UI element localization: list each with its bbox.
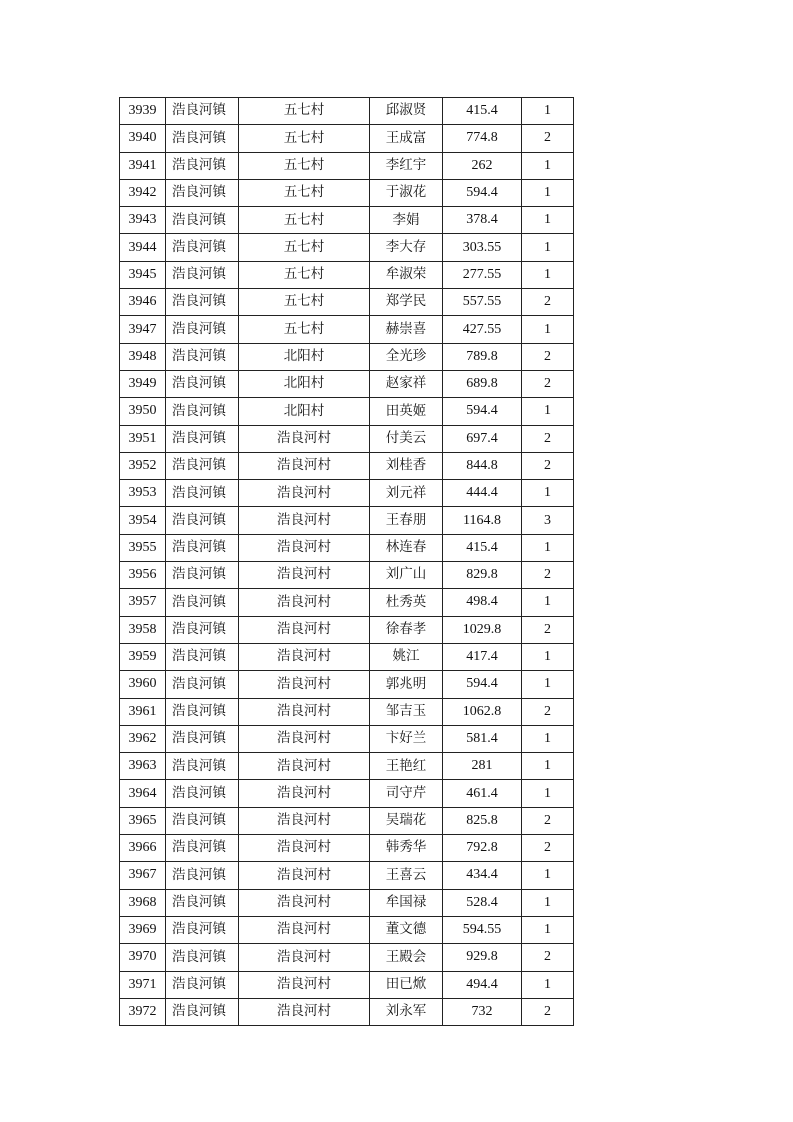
- amount-cell: 444.4: [443, 480, 522, 507]
- town-cell: 浩良河镇: [166, 507, 239, 534]
- amount-cell: 415.4: [443, 534, 522, 561]
- row-number-cell: 3945: [120, 261, 166, 288]
- count-cell: 1: [522, 480, 574, 507]
- town-cell: 浩良河镇: [166, 125, 239, 152]
- person-name-cell: 徐春孝: [370, 616, 443, 643]
- row-number-cell: 3954: [120, 507, 166, 534]
- row-number-cell: 3943: [120, 207, 166, 234]
- count-cell: 1: [522, 971, 574, 998]
- table-row: [120, 125, 574, 152]
- roster-table: [119, 97, 574, 1026]
- village-cell: 浩良河村: [239, 616, 370, 643]
- table-row: [120, 916, 574, 943]
- person-name-cell: 刘永军: [370, 998, 443, 1025]
- table-row: [120, 343, 574, 370]
- table-row: [120, 807, 574, 834]
- amount-cell: 732: [443, 998, 522, 1025]
- count-cell: 1: [522, 316, 574, 343]
- table-row: [120, 98, 574, 125]
- table-row: [120, 207, 574, 234]
- table-row: [120, 234, 574, 261]
- person-name-cell: 林连春: [370, 534, 443, 561]
- person-name-cell: 王殿会: [370, 944, 443, 971]
- town-cell: 浩良河镇: [166, 261, 239, 288]
- count-cell: 1: [522, 534, 574, 561]
- table-row: [120, 179, 574, 206]
- village-cell: 五七村: [239, 179, 370, 206]
- count-cell: 2: [522, 343, 574, 370]
- count-cell: 1: [522, 234, 574, 261]
- person-name-cell: 司守芹: [370, 780, 443, 807]
- amount-cell: 789.8: [443, 343, 522, 370]
- town-cell: 浩良河镇: [166, 643, 239, 670]
- village-cell: 北阳村: [239, 398, 370, 425]
- table-row: [120, 753, 574, 780]
- person-name-cell: 王成富: [370, 125, 443, 152]
- count-cell: 1: [522, 916, 574, 943]
- town-cell: 浩良河镇: [166, 862, 239, 889]
- village-cell: 五七村: [239, 125, 370, 152]
- town-cell: 浩良河镇: [166, 343, 239, 370]
- village-cell: 浩良河村: [239, 862, 370, 889]
- row-number-cell: 3957: [120, 589, 166, 616]
- amount-cell: 494.4: [443, 971, 522, 998]
- table-row: [120, 507, 574, 534]
- village-cell: 浩良河村: [239, 780, 370, 807]
- count-cell: 1: [522, 753, 574, 780]
- town-cell: 浩良河镇: [166, 780, 239, 807]
- amount-cell: 697.4: [443, 425, 522, 452]
- row-number-cell: 3964: [120, 780, 166, 807]
- amount-cell: 594.4: [443, 671, 522, 698]
- person-name-cell: 李娟: [370, 207, 443, 234]
- table-row: [120, 944, 574, 971]
- village-cell: 五七村: [239, 261, 370, 288]
- table-row: [120, 425, 574, 452]
- table-row: [120, 534, 574, 561]
- row-number-cell: 3966: [120, 835, 166, 862]
- person-name-cell: 付美云: [370, 425, 443, 452]
- row-number-cell: 3956: [120, 562, 166, 589]
- amount-cell: 689.8: [443, 370, 522, 397]
- village-cell: 浩良河村: [239, 698, 370, 725]
- count-cell: 1: [522, 98, 574, 125]
- amount-cell: 427.55: [443, 316, 522, 343]
- village-cell: 浩良河村: [239, 452, 370, 479]
- village-cell: 浩良河村: [239, 807, 370, 834]
- person-name-cell: 韩秀华: [370, 835, 443, 862]
- amount-cell: 378.4: [443, 207, 522, 234]
- row-number-cell: 3971: [120, 971, 166, 998]
- town-cell: 浩良河镇: [166, 971, 239, 998]
- town-cell: 浩良河镇: [166, 179, 239, 206]
- town-cell: 浩良河镇: [166, 207, 239, 234]
- roster-table-body: [120, 98, 574, 1026]
- row-number-cell: 3965: [120, 807, 166, 834]
- amount-cell: 594.4: [443, 179, 522, 206]
- row-number-cell: 3960: [120, 671, 166, 698]
- table-row: [120, 780, 574, 807]
- row-number-cell: 3944: [120, 234, 166, 261]
- person-name-cell: 杜秀英: [370, 589, 443, 616]
- town-cell: 浩良河镇: [166, 835, 239, 862]
- count-cell: 1: [522, 862, 574, 889]
- count-cell: 1: [522, 671, 574, 698]
- table-row: [120, 589, 574, 616]
- person-name-cell: 牟淑荣: [370, 261, 443, 288]
- count-cell: 2: [522, 289, 574, 316]
- village-cell: 浩良河村: [239, 725, 370, 752]
- town-cell: 浩良河镇: [166, 725, 239, 752]
- person-name-cell: 刘桂香: [370, 452, 443, 479]
- person-name-cell: 牟国禄: [370, 889, 443, 916]
- village-cell: 五七村: [239, 234, 370, 261]
- count-cell: 2: [522, 425, 574, 452]
- count-cell: 1: [522, 589, 574, 616]
- count-cell: 2: [522, 698, 574, 725]
- village-cell: 北阳村: [239, 370, 370, 397]
- person-name-cell: 郑学民: [370, 289, 443, 316]
- amount-cell: 528.4: [443, 889, 522, 916]
- town-cell: 浩良河镇: [166, 616, 239, 643]
- person-name-cell: 李红宇: [370, 152, 443, 179]
- person-name-cell: 邱淑贤: [370, 98, 443, 125]
- amount-cell: 498.4: [443, 589, 522, 616]
- table-row: [120, 998, 574, 1025]
- amount-cell: 844.8: [443, 452, 522, 479]
- person-name-cell: 全光珍: [370, 343, 443, 370]
- row-number-cell: 3949: [120, 370, 166, 397]
- village-cell: 浩良河村: [239, 534, 370, 561]
- town-cell: 浩良河镇: [166, 916, 239, 943]
- person-name-cell: 田英姬: [370, 398, 443, 425]
- village-cell: 浩良河村: [239, 425, 370, 452]
- person-name-cell: 李大存: [370, 234, 443, 261]
- village-cell: 五七村: [239, 316, 370, 343]
- person-name-cell: 田已焮: [370, 971, 443, 998]
- village-cell: 浩良河村: [239, 944, 370, 971]
- village-cell: 浩良河村: [239, 998, 370, 1025]
- row-number-cell: 3939: [120, 98, 166, 125]
- row-number-cell: 3951: [120, 425, 166, 452]
- town-cell: 浩良河镇: [166, 425, 239, 452]
- amount-cell: 829.8: [443, 562, 522, 589]
- table-row: [120, 370, 574, 397]
- person-name-cell: 姚江: [370, 643, 443, 670]
- village-cell: 浩良河村: [239, 507, 370, 534]
- village-cell: 浩良河村: [239, 589, 370, 616]
- count-cell: 2: [522, 998, 574, 1025]
- person-name-cell: 王喜云: [370, 862, 443, 889]
- row-number-cell: 3962: [120, 725, 166, 752]
- person-name-cell: 邹吉玉: [370, 698, 443, 725]
- person-name-cell: 郭兆明: [370, 671, 443, 698]
- village-cell: 浩良河村: [239, 671, 370, 698]
- table-row: [120, 725, 574, 752]
- village-cell: 浩良河村: [239, 480, 370, 507]
- row-number-cell: 3953: [120, 480, 166, 507]
- count-cell: 2: [522, 807, 574, 834]
- amount-cell: 594.55: [443, 916, 522, 943]
- count-cell: 2: [522, 835, 574, 862]
- table-row: [120, 643, 574, 670]
- town-cell: 浩良河镇: [166, 234, 239, 261]
- count-cell: 1: [522, 207, 574, 234]
- person-name-cell: 赵家祥: [370, 370, 443, 397]
- town-cell: 浩良河镇: [166, 534, 239, 561]
- town-cell: 浩良河镇: [166, 398, 239, 425]
- table-row: [120, 289, 574, 316]
- row-number-cell: 3948: [120, 343, 166, 370]
- count-cell: 2: [522, 125, 574, 152]
- table-row: [120, 562, 574, 589]
- table-row: [120, 152, 574, 179]
- town-cell: 浩良河镇: [166, 589, 239, 616]
- person-name-cell: 于淑花: [370, 179, 443, 206]
- row-number-cell: 3947: [120, 316, 166, 343]
- row-number-cell: 3969: [120, 916, 166, 943]
- town-cell: 浩良河镇: [166, 452, 239, 479]
- village-cell: 北阳村: [239, 343, 370, 370]
- town-cell: 浩良河镇: [166, 807, 239, 834]
- table-row: [120, 316, 574, 343]
- town-cell: 浩良河镇: [166, 289, 239, 316]
- person-name-cell: 刘元祥: [370, 480, 443, 507]
- amount-cell: 774.8: [443, 125, 522, 152]
- table-row: [120, 452, 574, 479]
- row-number-cell: 3963: [120, 753, 166, 780]
- row-number-cell: 3961: [120, 698, 166, 725]
- table-row: [120, 616, 574, 643]
- town-cell: 浩良河镇: [166, 698, 239, 725]
- count-cell: 1: [522, 261, 574, 288]
- row-number-cell: 3967: [120, 862, 166, 889]
- town-cell: 浩良河镇: [166, 562, 239, 589]
- count-cell: 1: [522, 889, 574, 916]
- row-number-cell: 3958: [120, 616, 166, 643]
- count-cell: 1: [522, 643, 574, 670]
- count-cell: 3: [522, 507, 574, 534]
- amount-cell: 1029.8: [443, 616, 522, 643]
- count-cell: 2: [522, 944, 574, 971]
- table-row: [120, 698, 574, 725]
- count-cell: 2: [522, 452, 574, 479]
- count-cell: 2: [522, 562, 574, 589]
- count-cell: 1: [522, 780, 574, 807]
- amount-cell: 557.55: [443, 289, 522, 316]
- table-row: [120, 835, 574, 862]
- amount-cell: 281: [443, 753, 522, 780]
- amount-cell: 277.55: [443, 261, 522, 288]
- table-row: [120, 862, 574, 889]
- village-cell: 浩良河村: [239, 835, 370, 862]
- town-cell: 浩良河镇: [166, 889, 239, 916]
- village-cell: 浩良河村: [239, 562, 370, 589]
- table-row: [120, 971, 574, 998]
- amount-cell: 792.8: [443, 835, 522, 862]
- person-name-cell: 刘广山: [370, 562, 443, 589]
- person-name-cell: 董文德: [370, 916, 443, 943]
- town-cell: 浩良河镇: [166, 152, 239, 179]
- count-cell: 2: [522, 370, 574, 397]
- amount-cell: 434.4: [443, 862, 522, 889]
- person-name-cell: 卞好兰: [370, 725, 443, 752]
- count-cell: 1: [522, 179, 574, 206]
- count-cell: 2: [522, 616, 574, 643]
- town-cell: 浩良河镇: [166, 998, 239, 1025]
- town-cell: 浩良河镇: [166, 370, 239, 397]
- count-cell: 1: [522, 398, 574, 425]
- person-name-cell: 王春朋: [370, 507, 443, 534]
- row-number-cell: 3942: [120, 179, 166, 206]
- amount-cell: 825.8: [443, 807, 522, 834]
- row-number-cell: 3968: [120, 889, 166, 916]
- village-cell: 五七村: [239, 152, 370, 179]
- table-row: [120, 671, 574, 698]
- amount-cell: 581.4: [443, 725, 522, 752]
- amount-cell: 1062.8: [443, 698, 522, 725]
- amount-cell: 417.4: [443, 643, 522, 670]
- row-number-cell: 3955: [120, 534, 166, 561]
- amount-cell: 303.55: [443, 234, 522, 261]
- row-number-cell: 3946: [120, 289, 166, 316]
- amount-cell: 929.8: [443, 944, 522, 971]
- village-cell: 五七村: [239, 207, 370, 234]
- table-row: [120, 261, 574, 288]
- town-cell: 浩良河镇: [166, 944, 239, 971]
- village-cell: 浩良河村: [239, 889, 370, 916]
- table-row: [120, 398, 574, 425]
- town-cell: 浩良河镇: [166, 98, 239, 125]
- village-cell: 浩良河村: [239, 643, 370, 670]
- village-cell: 五七村: [239, 98, 370, 125]
- table-row: [120, 480, 574, 507]
- person-name-cell: 赫崇喜: [370, 316, 443, 343]
- town-cell: 浩良河镇: [166, 480, 239, 507]
- count-cell: 1: [522, 725, 574, 752]
- table-row: [120, 889, 574, 916]
- village-cell: 五七村: [239, 289, 370, 316]
- village-cell: 浩良河村: [239, 753, 370, 780]
- village-cell: 浩良河村: [239, 916, 370, 943]
- town-cell: 浩良河镇: [166, 316, 239, 343]
- row-number-cell: 3972: [120, 998, 166, 1025]
- count-cell: 1: [522, 152, 574, 179]
- person-name-cell: 王艳红: [370, 753, 443, 780]
- row-number-cell: 3959: [120, 643, 166, 670]
- village-cell: 浩良河村: [239, 971, 370, 998]
- row-number-cell: 3970: [120, 944, 166, 971]
- amount-cell: 415.4: [443, 98, 522, 125]
- row-number-cell: 3941: [120, 152, 166, 179]
- amount-cell: 1164.8: [443, 507, 522, 534]
- town-cell: 浩良河镇: [166, 671, 239, 698]
- amount-cell: 262: [443, 152, 522, 179]
- amount-cell: 461.4: [443, 780, 522, 807]
- row-number-cell: 3940: [120, 125, 166, 152]
- row-number-cell: 3950: [120, 398, 166, 425]
- person-name-cell: 吴瑞花: [370, 807, 443, 834]
- row-number-cell: 3952: [120, 452, 166, 479]
- town-cell: 浩良河镇: [166, 753, 239, 780]
- amount-cell: 594.4: [443, 398, 522, 425]
